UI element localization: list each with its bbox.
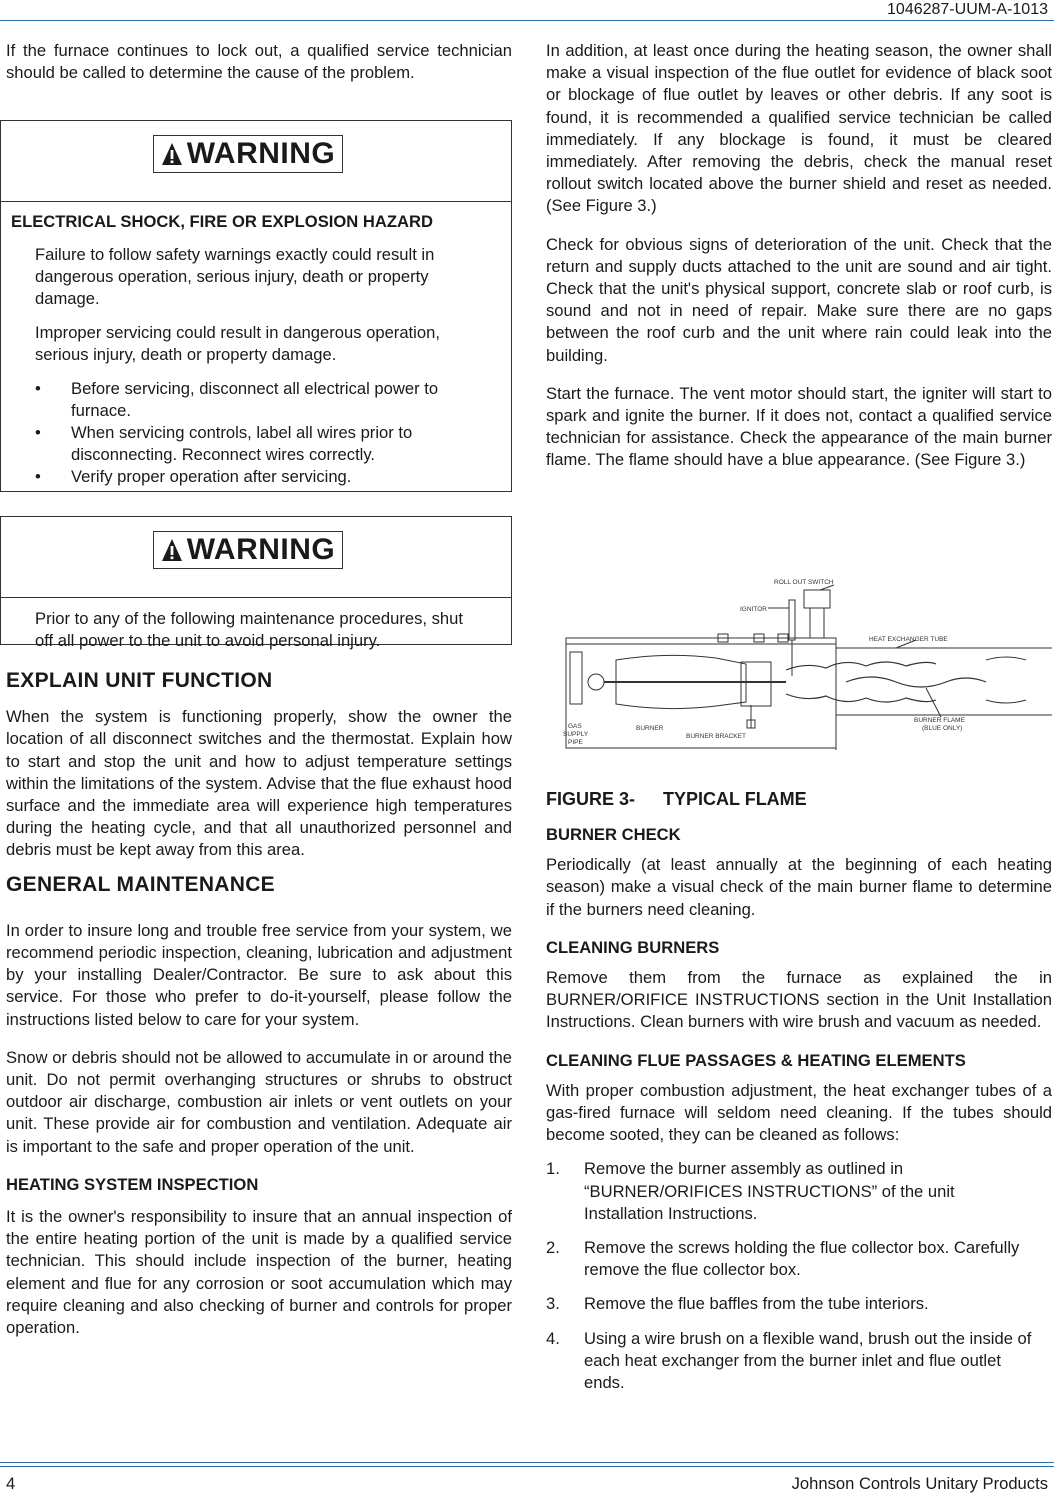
general-maintenance-heading: GENERAL MAINTENANCE xyxy=(6,872,275,896)
warning-box-power xyxy=(0,516,512,650)
cleaning-flue-heading: CLEANING FLUE PASSAGES & HEATING ELEMENTS xyxy=(546,1050,966,1070)
label-pipe: PIPE xyxy=(568,739,583,746)
list-item: 2. Remove the screws holding the flue collector box. Carefully remove the flue collector box. xyxy=(546,1238,1020,1280)
cleaning-burners-heading: CLEANING BURNERS xyxy=(546,937,720,957)
page-number: 4 xyxy=(6,1474,16,1493)
flue-inspection-text: In addition, at least once during the heating season, the owner shall make a visual inspection of the flue outlet for evidence of black soot or blockage of flue outlet by leaves or other debris. If any soot is found, it is recommended a qualified service technician be called immediately. If any blockage is found, it must be cleared immediately. After removing the debris, check the manual reset rollout switch located above the burner shield and reset as needed. (See Figure 3.) xyxy=(546,41,1052,216)
header-rule xyxy=(0,20,1054,21)
right-column-lower xyxy=(546,824,1052,1406)
typical-flame-figure xyxy=(546,560,1052,775)
figure-caption: FIGURE 3- TYPICAL FLAME xyxy=(546,789,807,809)
list-item: 1. Remove the burner assembly as outlined in “BURNER/ORIFICES INSTRUCTIONS” of the unit Installation Instructions. xyxy=(546,1159,955,1223)
warning-label: WARNING xyxy=(153,135,343,173)
warning-text: Prior to any of the following maintenance procedures, shut off all power to the unit to avoid personal injury. xyxy=(35,609,463,650)
document-number: 1046287-UUM-A-1013 xyxy=(887,1,1048,18)
warning-paragraph: Improper servicing could result in dangerous operation, serious injury, death or property damage. xyxy=(35,323,440,364)
intro-text: If the furnace continues to lock out, a qualified service technician should be called to determine the cause of the problem. xyxy=(6,41,512,83)
heating-inspection-heading: HEATING SYSTEM INSPECTION xyxy=(6,1174,259,1194)
burner-check-text: Periodically (at least annually at the beginning of each heating season) make a visual check of the main burner flame to determine if the burners need cleaning. xyxy=(546,855,1052,919)
warning-bullet: • When servicing controls, label all wires prior to disconnecting. Reconnect wires correctly. xyxy=(35,423,413,464)
heating-inspection-text: It is the owner's responsibility to insure that an annual inspection of the entire heating portion of the unit is made by a qualified service technician. This should include inspection of the burner, heating element and flue for any corrosion or soot accumulation which may require cleaning and also checking of burner and controls for proper operation. xyxy=(6,1207,512,1338)
warning-title: ELECTRICAL SHOCK, FIRE OR EXPLOSION HAZARD xyxy=(11,212,433,231)
company-name: Johnson Controls Unitary Products xyxy=(791,1474,1048,1493)
cleaning-flue-text: With proper combustion adjustment, the heat exchanger tubes of a gas-fired furnace will seldom need cleaning. If the tubes should become sooted, they can be cleaned as follows: xyxy=(546,1080,1052,1145)
footer-rule xyxy=(0,1466,1054,1467)
label-blue-only: (BLUE ONLY) xyxy=(922,725,963,732)
list-item: 4. Using a wire brush on a flexible wand, brush out the inside of each heat exchanger from the burner inlet and flue outlet ends. xyxy=(546,1328,1032,1393)
warning-triangle-icon xyxy=(161,142,183,166)
label-burner-bracket: BURNER BRACKET xyxy=(686,733,746,740)
label-gas: GAS xyxy=(568,723,582,730)
warning-bullet: • Verify proper operation after servicing. xyxy=(35,467,352,486)
warning-paragraph: Failure to follow safety warnings exactly could result in dangerous operation, serious injury, death or property damage. xyxy=(35,245,435,308)
general-paragraph: Snow or debris should not be allowed to accumulate in or around the unit. Do not permit overhanging structures or shrubs to obstruct outdoor air discharge, combustion air inlets or vent outlets on your unit. These provide air for combustion and ventilation. Adequate air is important to the safe and proper operation of the unit. xyxy=(6,1047,512,1156)
explain-heading: EXPLAIN UNIT FUNCTION xyxy=(6,669,273,692)
warning-label: WARNING xyxy=(153,531,343,569)
start-furnace-text: Start the furnace. The vent motor should start, the igniter will start to spark and ignite the burner. If it does not, contact a qualified service technician for assistance. Check the appearance of the main burner flame. The flame should have a blue appearance. (See Figure 3.) xyxy=(546,383,1052,470)
warning-triangle-icon xyxy=(161,538,183,562)
right-column-upper xyxy=(546,40,1052,488)
label-supply: SUPPLY xyxy=(563,731,589,738)
warning-box-electrical xyxy=(0,120,512,492)
label-heat-exchanger-tube: HEAT EXCHANGER TUBE xyxy=(869,636,948,643)
cleaning-burners-text: Remove them from the furnace as explained the in BURNER/ORIFICE INSTRUCTIONS section in the Unit Installation Instructions. Clean burners with wire brush and vacuum as needed. xyxy=(546,968,1052,1032)
deterioration-text: Check for obvious signs of deterioration of the unit. Check that the return and supply ducts attached to the unit are sound and air tight. Check that the unit's physical support, concrete slab or roof curb, is sound and not in need of repair. Make sure there are no gaps between the roof curb and the unit where rain could leak into the building. xyxy=(546,234,1052,365)
burner-check-heading: BURNER CHECK xyxy=(546,825,681,844)
label-burner-flame: BURNER FLAME xyxy=(914,717,965,724)
label-burner: BURNER xyxy=(636,725,664,732)
general-paragraph: In order to insure long and trouble free service from your system, we recommend periodic inspection, cleaning, lubrication and adjustment by your installing Dealer/Contractor. Be sure to ask about this service. For those who prefer to do-it-yourself, please follow the instructions listed below to care for your system. xyxy=(6,920,512,1029)
explain-text: When the system is functioning properly, show the owner the location of all disconnect switches and the thermostat. Explain how to start and stop the unit and how to adjust temperature settings within the limitations of the system. Advise that the flue exhaust hood surface and the immediate area will experience high temperatures during the heating cycle, and that all unauthorized personnel and debris must be kept away from this area. xyxy=(6,707,512,860)
left-column-lower xyxy=(6,670,512,1355)
footer-rule xyxy=(0,1462,1054,1463)
list-item: 3. Remove the flue baffles from the tube interiors. xyxy=(546,1294,929,1314)
warning-bullet: • Before servicing, disconnect all electrical power to furnace. xyxy=(35,379,439,420)
left-column xyxy=(6,40,512,84)
burner-diagram xyxy=(546,560,1052,775)
label-rollout-switch: ROLL OUT SWITCH xyxy=(774,579,834,586)
label-ignitor: IGNITOR xyxy=(740,606,767,613)
